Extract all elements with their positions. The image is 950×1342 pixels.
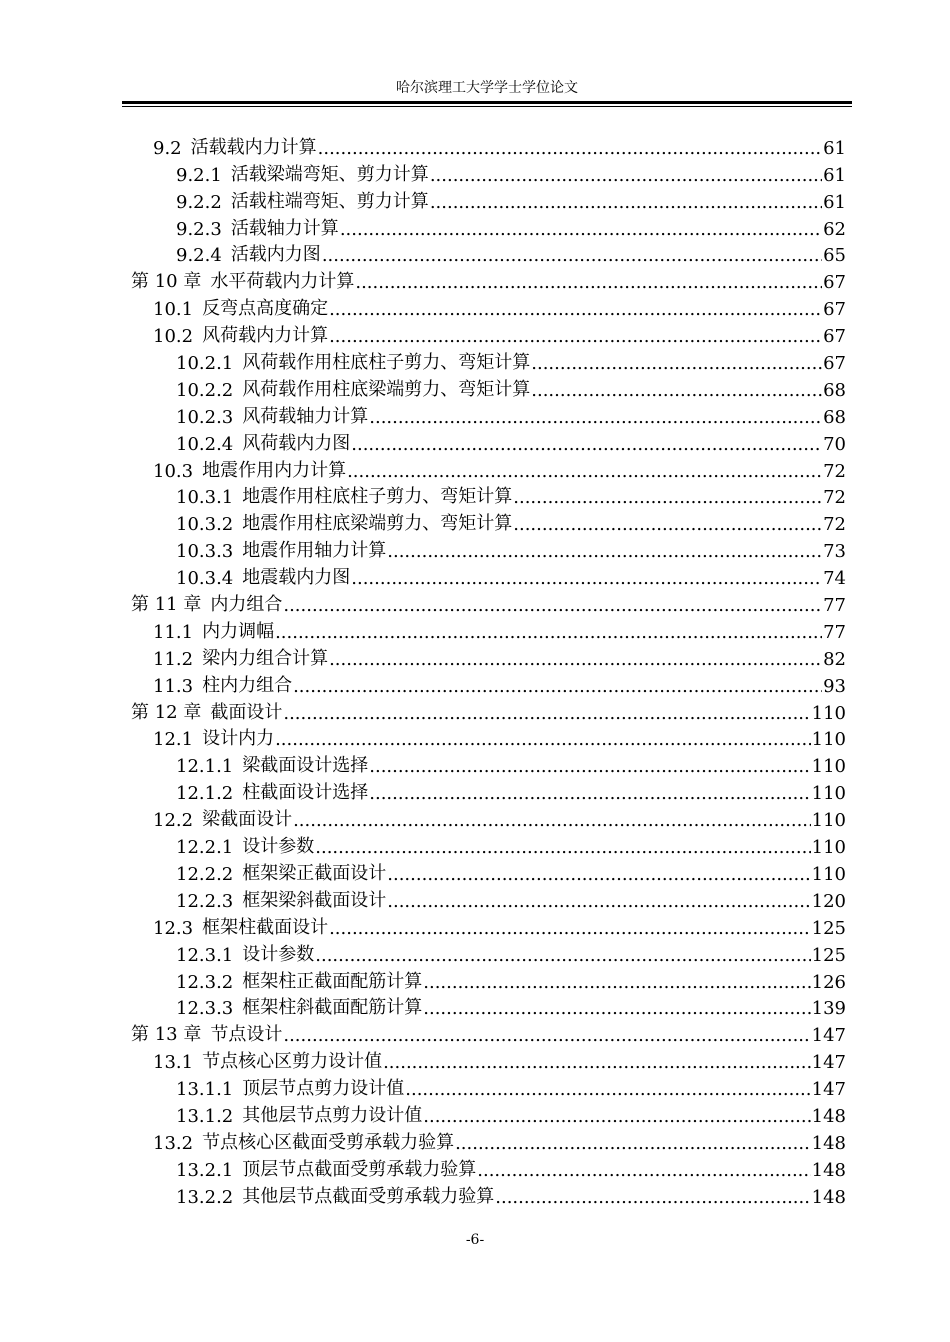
toc-entry-title: 设计内力 <box>202 728 275 750</box>
toc-leader-dots <box>329 326 822 347</box>
toc-entry-title: 风荷载作用柱底柱子剪力、弯矩计算 <box>242 352 531 374</box>
toc-leader-dots <box>293 810 811 831</box>
toc-entry[interactable] <box>131 858 846 885</box>
toc-entry-page: 148 <box>811 1159 846 1181</box>
toc-entry-title: 活载柱端弯矩、剪力计算 <box>230 190 429 212</box>
toc-leader-dots <box>531 380 822 401</box>
toc-entry[interactable] <box>131 240 846 267</box>
toc-entry[interactable] <box>131 643 846 670</box>
toc-entry[interactable] <box>131 1073 846 1100</box>
toc-entry-number: 10.3.2 <box>176 514 234 536</box>
toc-entry-title: 节点设计 <box>210 1024 283 1046</box>
toc-entry-title: 其他层节点剪力设计值 <box>242 1104 423 1126</box>
toc-entry-title: 框架柱斜截面配筋计算 <box>242 997 423 1019</box>
toc-entry-number: 第 12 章 <box>131 701 202 723</box>
toc-entry-number: 12.3.1 <box>176 944 234 966</box>
toc-entry-title: 框架柱正截面配筋计算 <box>242 970 423 992</box>
toc-entry-title: 梁截面设计 <box>202 809 293 831</box>
toc-leader-dots <box>275 622 822 643</box>
toc-leader-dots <box>318 138 822 159</box>
toc-entry-page: 93 <box>823 675 846 697</box>
toc-leader-dots <box>355 272 822 293</box>
toc-entry-page: 62 <box>823 218 846 240</box>
toc-entry-page: 139 <box>811 998 846 1020</box>
toc-entry-page: 77 <box>823 595 846 617</box>
toc-leader-dots <box>423 1106 810 1127</box>
toc-entry-number: 9.2.1 <box>176 164 222 186</box>
toc-entry-page: 126 <box>811 971 846 993</box>
toc-entry[interactable] <box>131 966 846 993</box>
toc-entry-title: 地震作用柱底梁端剪力、弯矩计算 <box>242 513 513 535</box>
toc-entry[interactable] <box>131 1100 846 1127</box>
toc-entry[interactable] <box>131 508 846 535</box>
toc-entry-number: 13.1.1 <box>176 1079 234 1101</box>
toc-entry-number: 第 10 章 <box>131 271 202 293</box>
toc-entry-number: 10.3.1 <box>176 487 234 509</box>
toc-entry-title: 节点核心区剪力设计值 <box>202 1051 383 1073</box>
toc-entry-number: 12.2 <box>153 810 194 832</box>
toc-leader-dots <box>495 1187 810 1208</box>
toc-entry-number: 12.3 <box>153 917 194 939</box>
toc-leader-dots <box>369 407 822 428</box>
toc-entry-title: 风荷载内力图 <box>242 432 351 454</box>
toc-entry[interactable] <box>131 1046 846 1073</box>
toc-entry[interactable] <box>131 993 846 1020</box>
toc-entry-number: 10.2.2 <box>176 379 234 401</box>
toc-entry-number: 12.2.3 <box>176 890 234 912</box>
toc-entry-title: 其他层节点截面受剪承载力验算 <box>242 1185 495 1207</box>
toc-entry-title: 梁内力组合计算 <box>202 647 329 669</box>
toc-entry[interactable] <box>131 697 846 724</box>
toc-entry-title: 活载内力图 <box>230 244 321 266</box>
toc-entry-page: 110 <box>811 837 846 859</box>
toc-entry[interactable] <box>131 750 846 777</box>
toc-entry[interactable] <box>131 535 846 562</box>
toc-entry-number: 13.2 <box>153 1132 194 1154</box>
toc-entry-title: 反弯点高度确定 <box>202 298 329 320</box>
toc-entry-title: 地震作用轴力计算 <box>242 540 387 562</box>
toc-entry[interactable] <box>131 132 846 159</box>
toc-entry-page: 72 <box>823 460 846 482</box>
header-rule-thick <box>122 101 852 104</box>
toc-entry-number: 9.2.2 <box>176 191 222 213</box>
toc-entry-page: 67 <box>823 299 846 321</box>
toc-entry-title: 顶层节点剪力设计值 <box>242 1078 405 1100</box>
toc-leader-dots <box>329 649 822 670</box>
toc-leader-dots <box>405 1079 810 1100</box>
toc-entry-title: 地震作用柱底柱子剪力、弯矩计算 <box>242 486 513 508</box>
toc-entry-number: 13.2.1 <box>176 1159 234 1181</box>
toc-entry-page: 125 <box>811 944 846 966</box>
toc-entry[interactable] <box>131 1154 846 1181</box>
toc-entry-number: 10.2.3 <box>176 406 234 428</box>
toc-entry-number: 10.1 <box>153 299 194 321</box>
toc-leader-dots <box>531 353 822 374</box>
toc-entry[interactable] <box>131 724 846 751</box>
toc-entry[interactable] <box>131 428 846 455</box>
toc-leader-dots <box>351 434 822 455</box>
toc-entry[interactable] <box>131 159 846 186</box>
toc-entry[interactable] <box>131 616 846 643</box>
toc-entry-number: 12.1.2 <box>176 783 234 805</box>
toc-entry-page: 73 <box>823 541 846 563</box>
toc-entry[interactable] <box>131 562 846 589</box>
toc-entry-number: 10.3.4 <box>176 568 234 590</box>
toc-entry[interactable] <box>131 320 846 347</box>
toc-entry-title: 截面设计 <box>210 701 283 723</box>
toc-entry-title: 框架柱截面设计 <box>202 916 329 938</box>
toc-entry-title: 柱内力组合 <box>202 674 293 696</box>
toc-leader-dots <box>293 676 822 697</box>
page-number: -6- <box>465 1232 485 1248</box>
toc-leader-dots <box>477 1160 810 1181</box>
toc-leader-dots <box>387 891 810 912</box>
toc-entry-number: 11.3 <box>153 675 194 697</box>
toc-leader-dots <box>283 595 822 616</box>
toc-entry-number: 13.2.2 <box>176 1186 234 1208</box>
toc-entry-title: 设计参数 <box>242 836 315 858</box>
header-rule-thin <box>122 106 852 107</box>
toc-entry-page: 72 <box>823 487 846 509</box>
toc-leader-dots <box>329 918 811 939</box>
toc-entry[interactable] <box>131 347 846 374</box>
toc-entry-page: 110 <box>811 729 846 751</box>
toc-entry-title: 风荷载作用柱底梁端剪力、弯矩计算 <box>242 378 531 400</box>
toc-entry-number: 12.2.1 <box>176 837 234 859</box>
toc-entry-title: 风荷载轴力计算 <box>242 405 369 427</box>
toc-entry-title: 节点核心区截面受剪承载力验算 <box>202 1131 455 1153</box>
toc-entry-page: 147 <box>811 1079 846 1101</box>
toc-leader-dots <box>423 972 810 993</box>
toc-entry-page: 70 <box>823 433 846 455</box>
toc-entry-title: 柱截面设计选择 <box>242 782 369 804</box>
toc-entry[interactable] <box>131 213 846 240</box>
toc-entry-page: 65 <box>823 245 846 267</box>
toc-entry-page: 67 <box>823 272 846 294</box>
toc-entry-title: 水平荷载内力计算 <box>210 271 355 293</box>
toc-entry-page: 148 <box>811 1105 846 1127</box>
toc-entry-page: 61 <box>823 137 846 159</box>
toc-entry-title: 活载轴力计算 <box>230 217 339 239</box>
toc-entry[interactable] <box>131 1019 846 1046</box>
table-of-contents <box>131 132 846 1208</box>
toc-entry-page: 120 <box>811 890 846 912</box>
toc-leader-dots <box>329 299 822 320</box>
toc-entry[interactable] <box>131 912 846 939</box>
toc-entry[interactable] <box>131 266 846 293</box>
toc-entry-page: 110 <box>811 810 846 832</box>
toc-entry-number: 12.1.1 <box>176 756 234 778</box>
toc-entry[interactable] <box>131 777 846 804</box>
toc-entry-page: 77 <box>823 621 846 643</box>
toc-entry[interactable] <box>131 293 846 320</box>
toc-entry[interactable] <box>131 401 846 428</box>
toc-entry-page: 67 <box>823 326 846 348</box>
toc-entry-title: 框架梁斜截面设计 <box>242 889 387 911</box>
toc-entry-page: 74 <box>823 568 846 590</box>
toc-entry-title: 设计参数 <box>242 943 315 965</box>
toc-entry[interactable] <box>131 885 846 912</box>
toc-leader-dots <box>369 783 810 804</box>
toc-entry-number: 12.1 <box>153 729 194 751</box>
toc-entry-number: 13.1.2 <box>176 1105 234 1127</box>
toc-leader-dots <box>383 1052 811 1073</box>
toc-entry-page: 110 <box>811 702 846 724</box>
toc-leader-dots <box>369 756 810 777</box>
toc-leader-dots <box>351 568 822 589</box>
toc-entry[interactable] <box>131 482 846 509</box>
toc-leader-dots <box>513 487 822 508</box>
toc-entry-page: 68 <box>823 406 846 428</box>
toc-entry-page: 110 <box>811 756 846 778</box>
toc-entry-page: 67 <box>823 353 846 375</box>
toc-entry-page: 68 <box>823 379 846 401</box>
toc-leader-dots <box>283 703 810 724</box>
toc-entry-number: 第 11 章 <box>131 594 202 616</box>
toc-entry-page: 82 <box>823 648 846 670</box>
toc-entry-number: 12.3.3 <box>176 998 234 1020</box>
toc-entry-title: 框架梁正截面设计 <box>242 862 387 884</box>
toc-entry-number: 第 13 章 <box>131 1024 202 1046</box>
toc-entry-title: 内力组合 <box>210 594 283 616</box>
toc-entry[interactable] <box>131 670 846 697</box>
toc-entry[interactable] <box>131 1181 846 1208</box>
toc-entry-number: 10.3 <box>153 460 194 482</box>
toc-leader-dots <box>340 219 822 240</box>
toc-entry-title: 地震作用内力计算 <box>202 459 347 481</box>
toc-entry-page: 148 <box>811 1132 846 1154</box>
toc-leader-dots <box>283 1025 810 1046</box>
toc-leader-dots <box>322 245 822 266</box>
toc-entry-page: 125 <box>811 917 846 939</box>
toc-entry-page: 61 <box>823 164 846 186</box>
toc-entry-number: 9.2.4 <box>176 245 222 267</box>
toc-entry-number: 12.2.2 <box>176 863 234 885</box>
toc-leader-dots <box>423 998 810 1019</box>
toc-entry-title: 梁截面设计选择 <box>242 755 369 777</box>
toc-entry-number: 10.2.4 <box>176 433 234 455</box>
toc-leader-dots <box>455 1133 811 1154</box>
toc-leader-dots <box>430 192 822 213</box>
toc-leader-dots <box>430 165 822 186</box>
toc-entry[interactable] <box>131 1127 846 1154</box>
toc-entry-page: 110 <box>811 783 846 805</box>
toc-leader-dots <box>513 514 822 535</box>
toc-entry[interactable] <box>131 186 846 213</box>
toc-entry-title: 顶层节点截面受剪承载力验算 <box>242 1158 477 1180</box>
toc-leader-dots <box>347 461 822 482</box>
toc-entry-number: 9.2.3 <box>176 218 222 240</box>
toc-entry[interactable] <box>131 374 846 401</box>
toc-entry-number: 11.2 <box>153 648 194 670</box>
toc-entry-number: 9.2 <box>153 137 182 159</box>
toc-leader-dots <box>387 541 822 562</box>
toc-leader-dots <box>315 837 810 858</box>
toc-entry[interactable] <box>131 455 846 482</box>
toc-entry-title: 活载载内力计算 <box>190 136 317 158</box>
toc-entry-page: 148 <box>811 1186 846 1208</box>
toc-entry-number: 11.1 <box>153 621 194 643</box>
toc-leader-dots <box>387 864 810 885</box>
toc-entry[interactable] <box>131 831 846 858</box>
toc-entry-number: 13.1 <box>153 1052 194 1074</box>
toc-entry-title: 风荷载内力计算 <box>202 325 329 347</box>
toc-entry-page: 61 <box>823 191 846 213</box>
toc-leader-dots <box>275 729 811 750</box>
toc-entry-number: 10.2 <box>153 326 194 348</box>
toc-entry-title: 内力调幅 <box>202 620 275 642</box>
toc-entry[interactable] <box>131 589 846 616</box>
toc-entry[interactable] <box>131 939 846 966</box>
toc-entry-title: 活载梁端弯矩、剪力计算 <box>230 163 429 185</box>
toc-leader-dots <box>315 945 810 966</box>
page-header: 哈尔滨理工大学学士学位论文 <box>396 80 578 96</box>
toc-entry-page: 72 <box>823 514 846 536</box>
toc-entry-page: 110 <box>811 863 846 885</box>
toc-entry[interactable] <box>131 804 846 831</box>
toc-entry-page: 147 <box>811 1052 846 1074</box>
toc-entry-title: 地震载内力图 <box>242 567 351 589</box>
toc-entry-number: 12.3.2 <box>176 971 234 993</box>
toc-entry-number: 10.3.3 <box>176 541 234 563</box>
toc-entry-page: 147 <box>811 1025 846 1047</box>
toc-entry-number: 10.2.1 <box>176 353 234 375</box>
